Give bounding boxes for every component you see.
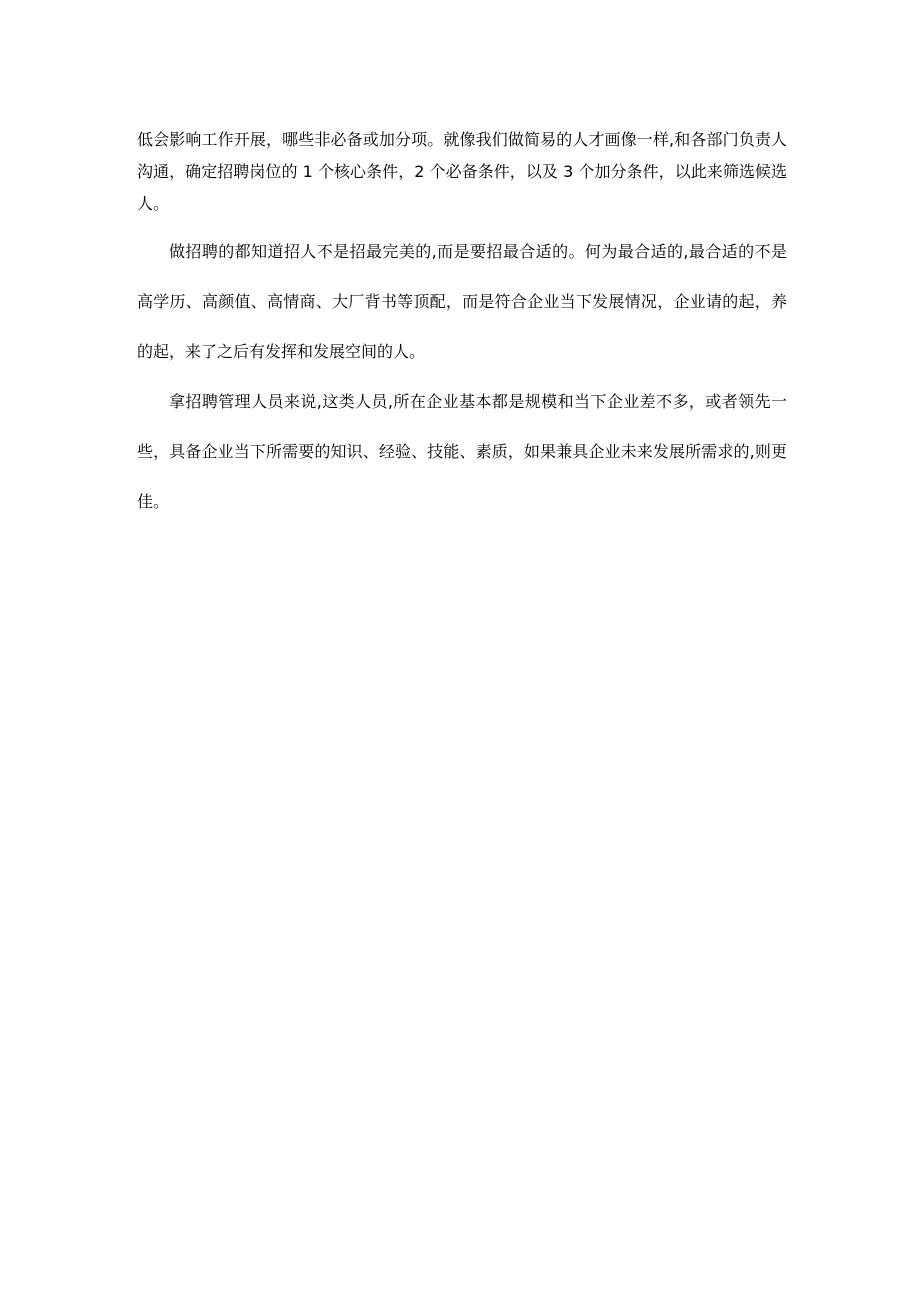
document-body	[137, 124, 787, 527]
paragraph-2: 做招聘的都知道招人不是招最完美的,而是要招最合适的。何为最合适的,最合适的不是高学历、高颜值、高情商、大厂背书等顶配，而是符合企业当下发展情况，企业请的起，养的起，来了之后有发挥和发展空间的人。	[137, 242, 787, 361]
paragraph-3: 拿招聘管理人员来说,这类人员,所在企业基本都是规模和当下企业差不多，或者领先一些，具备企业当下所需要的知识、经验、技能、素质，如果兼具企业未来发展所需求的,则更佳。	[137, 392, 787, 511]
paragraph-1: 低会影响工作开展，哪些非必备或加分项。就像我们做简易的人才画像一样,和各部门负责人沟通，确定招聘岗位的 1 个核心条件，2 个必备条件，以及 3 个加分条件，以此来筛选候选人。	[137, 130, 787, 213]
